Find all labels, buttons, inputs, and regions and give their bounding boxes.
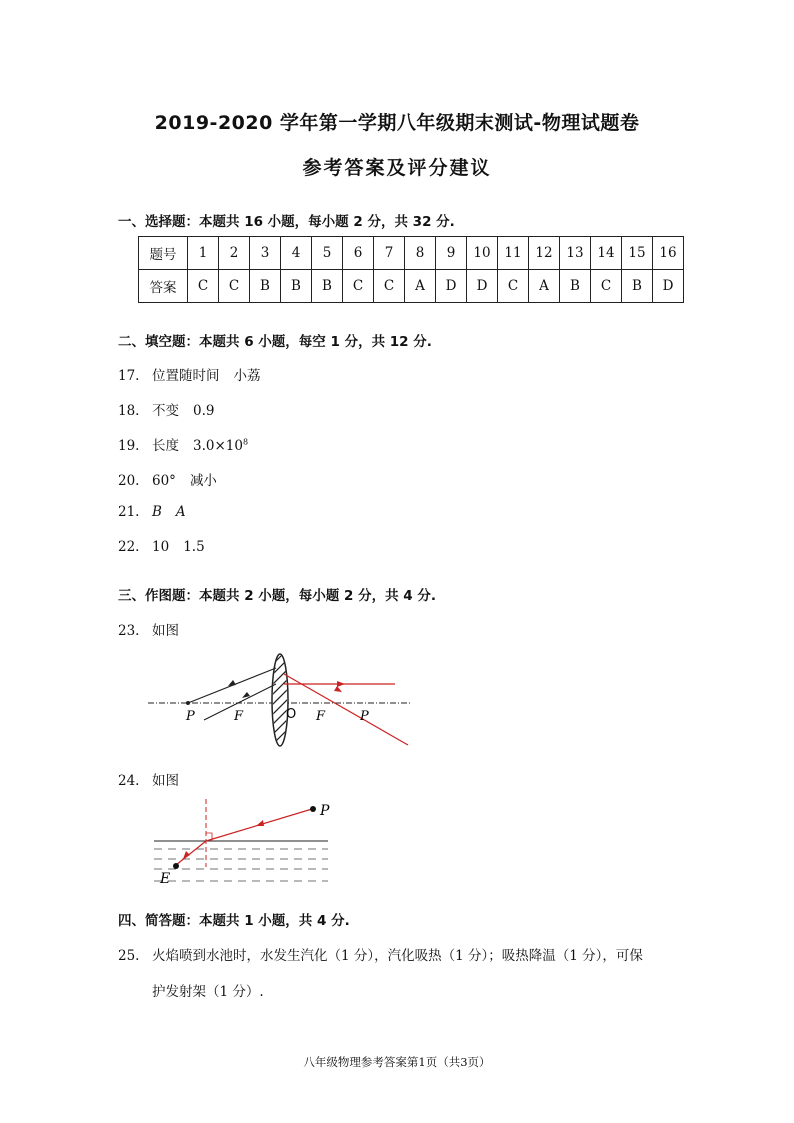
table-cell-answer: C [374,270,405,303]
answer-part-b: 3.0×10 [193,438,243,454]
answer-part-a: 位置随时间 [152,368,220,384]
question-number: 18. [118,403,140,419]
answer-part-a: 不变 [152,403,179,419]
table-cell-answer: B [312,270,343,303]
answer-25 [118,944,643,964]
label-o: O [286,707,297,722]
table-cell-answer: B [250,270,281,303]
question-number: 25. [118,948,140,964]
table-cell-number: 1 [188,237,219,270]
table-cell-answer: C [591,270,622,303]
answer-table [138,236,684,303]
answer-17 [118,364,261,384]
answer-text-line1: 火焰喷到水池时，水发生汽化（1 分），汽化吸热（1 分）；吸热降温（1 分），可保 [152,948,643,964]
answer-24 [118,769,179,789]
answer-22 [118,539,205,555]
question-number: 20. [118,473,140,489]
arrowhead-icon [256,820,264,826]
answer-19 [118,434,248,454]
table-cell-number: 9 [436,237,467,270]
answer-21 [118,504,186,520]
refracted-ray [176,841,206,865]
table-cell-answer: A [405,270,436,303]
table-cell-number: 13 [560,237,591,270]
arrowhead-icon [337,681,345,687]
table-cell-answer: B [560,270,591,303]
answer-part-a: 60° [152,473,176,489]
answer-part-b: 1.5 [183,539,205,555]
answer-part-a: 长度 [152,438,179,454]
document-title: 2019-2020 学年第一学期八年级期末测试-物理试题卷 [154,112,640,134]
table-cell-answer: B [622,270,653,303]
table-cell-number: 11 [498,237,529,270]
table-cell-answer: C [219,270,250,303]
table-cell-answer: D [467,270,498,303]
answer-18 [118,399,214,419]
table-cell-number: 10 [467,237,498,270]
label-p-right: P [360,709,369,724]
table-cell-number: 12 [529,237,560,270]
label-p: P [320,803,330,819]
table-cell-number: 2 [219,237,250,270]
question-number: 24. [118,773,140,789]
answer-23 [118,619,179,639]
table-cell-number: 6 [343,237,374,270]
refracted-ray-through-p [284,674,408,745]
label-p-left: P [186,709,195,724]
table-cell-answer: B [281,270,312,303]
table-row-answers [139,270,684,303]
section-drawing-heading: 三、作图题：本题共 2 小题，每小题 2 分，共 4 分. [118,588,437,604]
table-cell-number: 5 [312,237,343,270]
answer-part-b: 减小 [189,473,217,489]
lens-ray-diagram [140,652,420,752]
label-f-right: F [316,709,326,724]
arrowhead-icon [228,680,236,686]
question-number: 22. [118,539,140,555]
table-cell-answer: C [343,270,374,303]
question-number: 19. [118,438,140,454]
label-e: E [160,871,171,887]
refraction-diagram [150,795,350,890]
table-header-number: 题号 [139,237,188,270]
table-header-answer: 答案 [139,270,188,303]
table-cell-number: 4 [281,237,312,270]
table-cell-answer: D [436,270,467,303]
point-p [310,806,316,812]
answer-part-a: B [152,504,162,520]
arrowhead-icon [334,686,342,692]
section-short-answer-heading: 四、简答题：本题共 1 小题，共 4 分. [118,913,350,929]
table-cell-answer: C [188,270,219,303]
point-e [173,863,179,869]
answer-part-a: 10 [152,539,170,555]
answer-part-b: A [175,504,186,520]
answer-exponent: 8 [242,437,249,447]
table-cell-answer: C [498,270,529,303]
label-f-left: F [234,709,244,724]
point-p-left [186,701,190,705]
table-cell-number: 3 [250,237,281,270]
table-row-numbers [139,237,684,270]
question-number: 21. [118,504,140,520]
table-cell-number: 15 [622,237,653,270]
answer-20 [118,469,217,489]
section-fill-heading: 二、填空题：本题共 6 小题，每空 1 分，共 12 分. [118,334,432,350]
section-choice-heading: 一、选择题：本题共 16 小题，每小题 2 分，共 32 分. [118,214,455,230]
page-footer: 八年级物理参考答案第1页（共3页） [303,1055,491,1069]
document-subtitle: 参考答案及评分建议 [302,157,492,179]
table-cell-number: 14 [591,237,622,270]
table-cell-answer: A [529,270,560,303]
arrowhead-icon [183,851,190,859]
answer-part-b: 小荔 [233,368,261,384]
answer-text: 如图 [152,623,179,639]
table-cell-number: 7 [374,237,405,270]
answer-25-continued: 护发射架（1 分）. [152,984,264,1000]
table-cell-answer: D [653,270,684,303]
answer-text: 如图 [152,773,179,789]
question-number: 17. [118,368,140,384]
question-number: 23. [118,623,140,639]
table-cell-number: 16 [653,237,684,270]
answer-part-b: 0.9 [193,403,215,419]
table-cell-number: 8 [405,237,436,270]
